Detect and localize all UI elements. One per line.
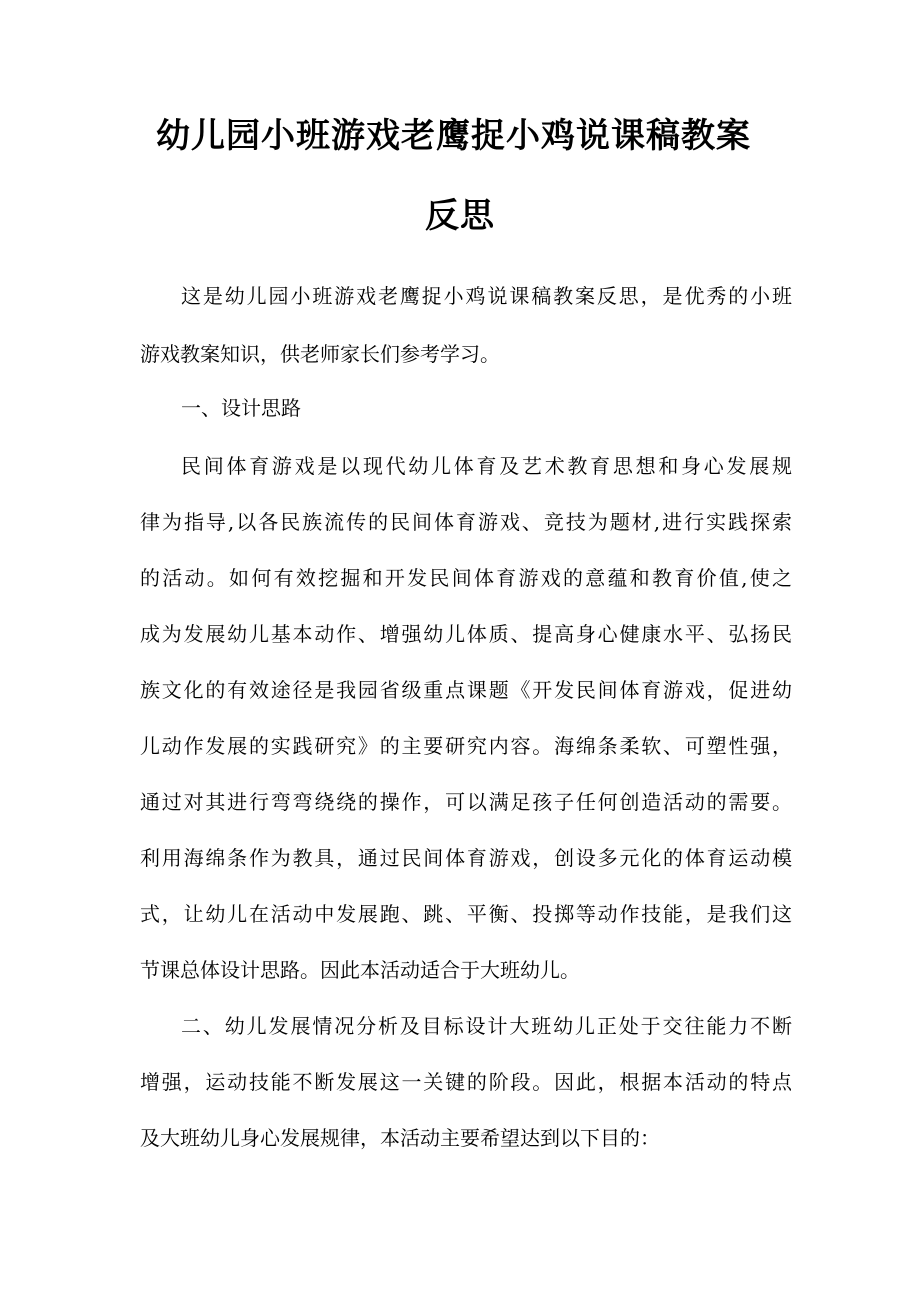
paragraph-line: 成为发展幼儿基本动作、增强幼儿体质、提高身心健康水平、弘扬民 — [140, 622, 792, 646]
document-title-line-2: 反思 — [425, 196, 495, 236]
paragraph-line: 一、设计思路 — [181, 396, 301, 420]
paragraph-line: 通过对其进行弯弯绕绕的操作，可以满足孩子任何创造活动的需要。 — [140, 790, 792, 814]
paragraph-line: 节课总体设计思路。因此本活动适合于大班幼儿。 — [140, 958, 580, 982]
paragraph-line: 的活动。如何有效挖掘和开发民间体育游戏的意蕴和教育价值,使之 — [140, 566, 792, 590]
paragraph-line: 民间体育游戏是以现代幼儿体育及艺术教育思想和身心发展规 — [181, 454, 792, 478]
paragraph-line: 式，让幼儿在活动中发展跑、跳、平衡、投掷等动作技能，是我们这 — [140, 902, 792, 926]
paragraph-line: 族文化的有效途径是我园省级重点课题《开发民间体育游戏，促进幼 — [140, 678, 792, 702]
paragraph-line: 增强，运动技能不断发展这一关键的阶段。因此，根据本活动的特点 — [140, 1070, 792, 1094]
paragraph-line: 这是幼儿园小班游戏老鹰捉小鸡说课稿教案反思，是优秀的小班 — [181, 284, 792, 308]
paragraph-line: 律为指导,以各民族流传的民间体育游戏、竞技为题材,进行实践探索 — [140, 510, 792, 534]
paragraph-line: 儿动作发展的实践研究》的主要研究内容。海绵条柔软、可塑性强， — [140, 734, 792, 758]
paragraph-line: 利用海绵条作为教具，通过民间体育游戏，创设多元化的体育运动模 — [140, 846, 792, 870]
document-title-line-1: 幼儿园小班游戏老鹰捉小鸡说课稿教案 — [156, 116, 751, 156]
paragraph-line: 游戏教案知识，供老师家长们参考学习。 — [140, 342, 500, 366]
paragraph-line: 二、幼儿发展情况分析及目标设计大班幼儿正处于交往能力不断 — [181, 1014, 792, 1038]
paragraph-line: 及大班幼儿身心发展规律，本活动主要希望达到以下目的： — [140, 1126, 660, 1150]
